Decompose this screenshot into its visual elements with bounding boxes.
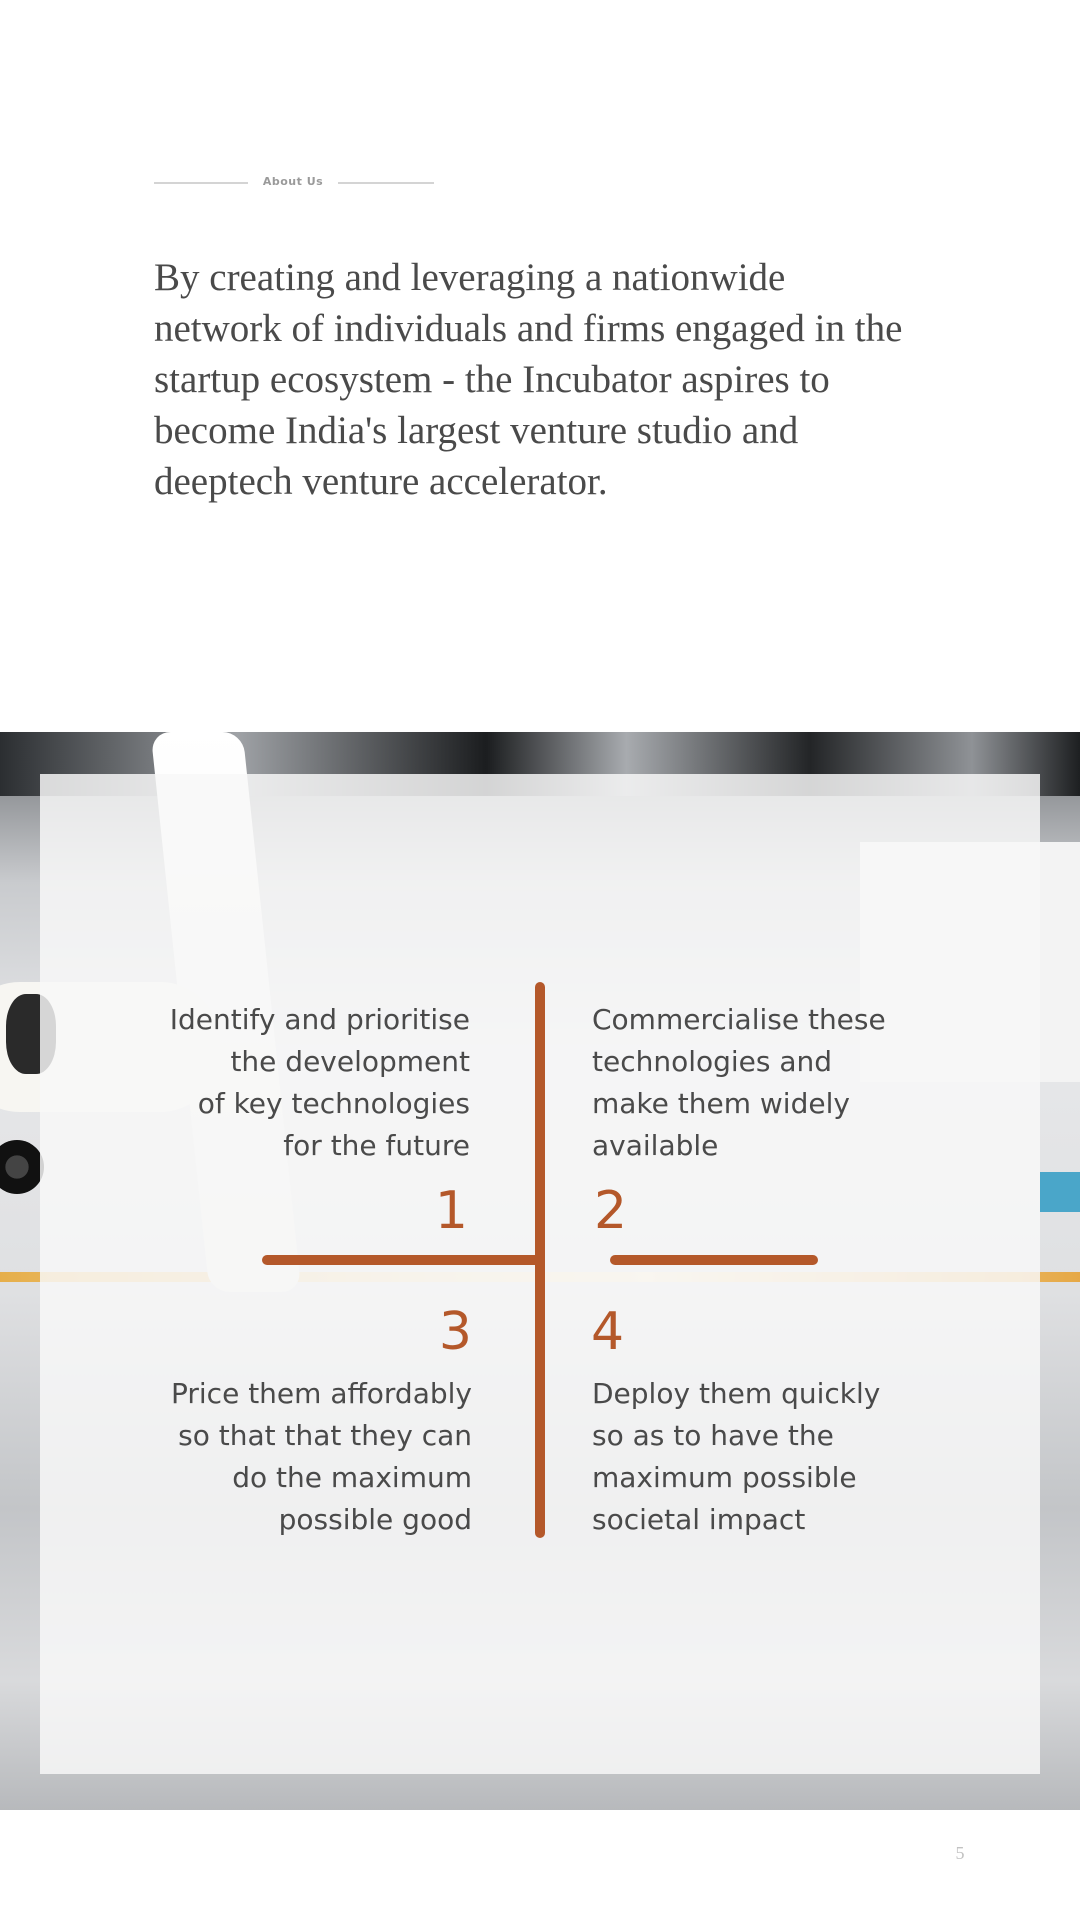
quadrant-1-number: 1 (434, 1181, 468, 1241)
divider-horizontal-right (610, 1255, 818, 1265)
quadrant-4-number: 4 (591, 1302, 625, 1362)
rule-line-left (154, 182, 248, 184)
photo-aircraft-wheel (0, 1140, 44, 1194)
quadrant-2-number: 2 (594, 1181, 628, 1241)
quadrant-3-text: Price them affordably so that that they can do the maximum possible good (171, 1377, 472, 1536)
section-tag: About Us (262, 175, 324, 188)
quadrant-2-text: Commercialise these technologies and make them widely available (592, 1003, 886, 1162)
intro-paragraph: By creating and leveraging a nationwide network of individuals and firms engaged in the startup ecosystem - the Incubator aspires to become India's largest venture studio and deeptech venture accelerator. (154, 256, 903, 503)
quadrant-4-text: Deploy them quickly so as to have the maximum possible societal impact (592, 1377, 881, 1536)
photo-vehicle-accent (1040, 1172, 1080, 1212)
rule-line-right (338, 182, 434, 184)
page-number: 5 (955, 1843, 965, 1863)
quadrant-1-text: Identify and prioritise the development of key technologies for the future (169, 1003, 470, 1162)
quadrant-3-number: 3 (438, 1302, 472, 1362)
section-tag-rule (154, 170, 434, 194)
divider-horizontal-left (262, 1255, 542, 1265)
